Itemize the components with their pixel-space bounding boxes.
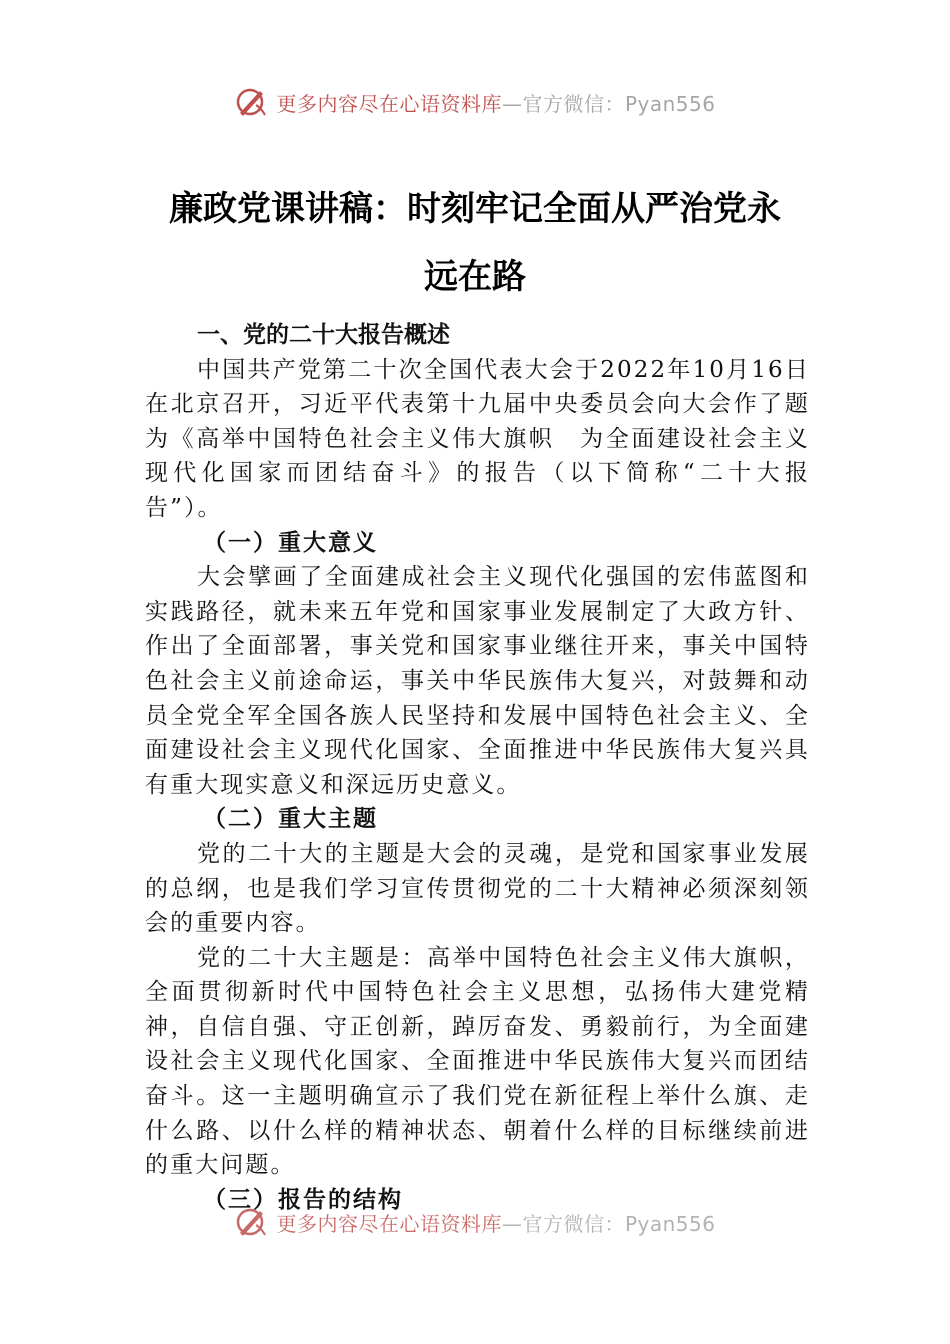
paragraph-significance: 大会擘画了全面建成社会主义现代化强国的宏伟蓝图和实践路径，就未来五年党和国家事业发展制定了大政方针、作出了全面部署，事关党和国家事业继往开来，事关中国特色社会主义前途命运，事关中华民族伟大复兴，对鼓舞和动员全党全军全国各族人民坚持和发展中国特色社会主义、全面建设社会主义现代化国家、全面推进中华民族伟大复兴具有重大现实意义和深远历史意义。 [145, 564, 810, 798]
footer-banner-main: 更多内容尽在心语资料库 [276, 1211, 502, 1236]
subsection-heading-theme: （二）重大主题 [203, 805, 378, 833]
header-banner-main: 更多内容尽在心语资料库 [276, 91, 502, 116]
document-title-line2: 远在路 [424, 257, 526, 297]
header-banner-text [276, 88, 715, 117]
header-watermark-banner [0, 82, 950, 122]
footer-banner-tail: —官方微信：Pyan556 [501, 1211, 716, 1236]
subsection-heading-significance: （一）重大意义 [203, 528, 378, 556]
footer-watermark-banner [0, 1202, 950, 1242]
pen-logo-icon [234, 1205, 268, 1239]
document-title-line1: 廉政党课讲稿：时刻牢记全面从严治党永 [169, 189, 781, 229]
document-body [145, 318, 810, 1217]
footer-banner-text [276, 1208, 715, 1237]
paragraph-theme-statement: 党的二十大主题是：高举中国特色社会主义伟大旗帜，全面贯彻新时代中国特色社会主义思想，弘扬伟大建党精神，自信自强、守正创新，踔厉奋发、勇毅前行，为全面建设社会主义现代化国家、全面推进中华民族伟大复兴而团结奋斗。这一主题明确宣示了我们党在新征程上举什么旗、走什么路、以什么样的精神状态、朝着什么样的目标继续前进的重大问题。 [145, 944, 810, 1179]
pen-logo-icon [234, 85, 268, 119]
paragraph-intro: 中国共产党第二十次全国代表大会于2022年10月16日在北京召开，习近平代表第十九届中央委员会向大会作了题为《高举中国特色社会主义伟大旗帜 为全面建设社会主义现代化国家而团结奋斗》的报告（以下简称“二十大报告”）。 [145, 356, 810, 521]
paragraph-theme-soul: 党的二十大的主题是大会的灵魂，是党和国家事业发展的总纲，也是我们学习宣传贯彻党的二十大精神必须深刻领会的重要内容。 [145, 840, 810, 937]
subsection-heading-structure: （三）报告的结构 [203, 1185, 403, 1213]
header-banner-tail: —官方微信：Pyan556 [501, 91, 716, 116]
section-heading-overview: 一、党的二十大报告概述 [197, 322, 450, 348]
